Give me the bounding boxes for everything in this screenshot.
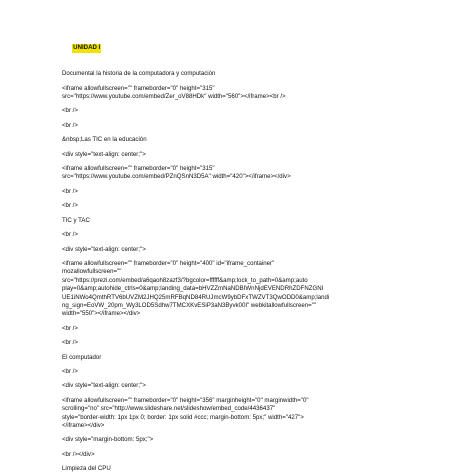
code-line: width="550"></iframe></div> — [62, 310, 141, 318]
code-line: ng_sign=EoVW_20pm_Wy3LOD5Sdhw7TMCXKvESiP3aN3Byvk00I" webkitallowfullscreen="" — [62, 301, 317, 309]
code-line: <br /> — [62, 187, 78, 195]
code-line: mozallowfullscreen="" — [62, 268, 122, 276]
code-line: scrolling="no" src="http://www.slideshare.net/slideshow/embed_code/4436437" — [62, 405, 276, 413]
code-line: </iframe></div> — [62, 422, 105, 429]
code-line: <br /> — [62, 324, 78, 332]
code-line: <br /> — [62, 202, 78, 210]
code-line: <br /> — [62, 339, 78, 347]
code-line: <div style="text-align: center;"> — [62, 382, 146, 390]
section-title-documental: Documental la historia de la computadora y computación — [62, 70, 216, 78]
code-line: <br /> — [62, 231, 78, 239]
section-title-limpieza-cpu: Limpieza del CPU — [62, 465, 111, 473]
section-title-computador: El computador — [62, 353, 102, 361]
code-line: style="border-width: 1px 1px 0; border: 1px solid #ccc; margin-bottom: 5px;" width="427"> — [62, 413, 304, 421]
code-line: <br /></div> — [62, 450, 95, 458]
document-body — [62, 36, 392, 474]
code-line: UE1iNWo4QmthRTV6bUVZM2JHQ25mRFBqND84RUJmcW9ybDFxTWZVT3QwODD0&amp;landi — [62, 293, 330, 301]
code-line: play=0&amp;autohide_ctrls=0&amp;landing_data=bHVZZmNaNDBIWnNjdEVENDRhZDFNZGNI — [62, 285, 324, 293]
section-title-tic-tac: TIC y TAC — [62, 216, 90, 224]
code-line: <br /> — [62, 367, 78, 375]
code-line: <iframe allowfullscreen="" frameborder="0" height="315" — [62, 84, 215, 92]
code-line: <div style="margin-bottom: 5px;"> — [62, 436, 154, 444]
section-title-tic-educacion: &nbsp;Las TIC en la educación — [62, 136, 147, 144]
code-line: <iframe allowfullscreen="" frameborder="0" height="315" — [62, 165, 215, 173]
code-line: <br /> — [62, 121, 78, 129]
code-line: <iframe allowfullscreen="" frameborder="0" height="356" marginheight="0" marginwidth="0" — [62, 396, 309, 404]
code-line: <iframe allowfullscreen="" frameborder="0" height="400" id="iframe_container" — [62, 259, 275, 267]
code-line: <div style="text-align: center;"> — [62, 150, 146, 158]
code-line: src="https://www.youtube.com/embed/PZnQSnN3D5A" width="420"></iframe></div> — [62, 173, 291, 181]
code-line: src="https://prezi.com/embed/a6qaoh8zazf3/?bgcolor=ffffff&amp;lock_to_path=0&amp;auto — [62, 276, 308, 284]
code-line: <br /> — [62, 107, 78, 115]
code-line: <div style="text-align: center;"> — [62, 245, 146, 253]
unit-heading-row — [62, 36, 392, 61]
code-line: src="https://www.youtube.com/embed/Zer_oV88HDk" width="560"></iframe><br /> — [62, 93, 286, 101]
unit-heading: UNIDAD I — [73, 44, 101, 52]
